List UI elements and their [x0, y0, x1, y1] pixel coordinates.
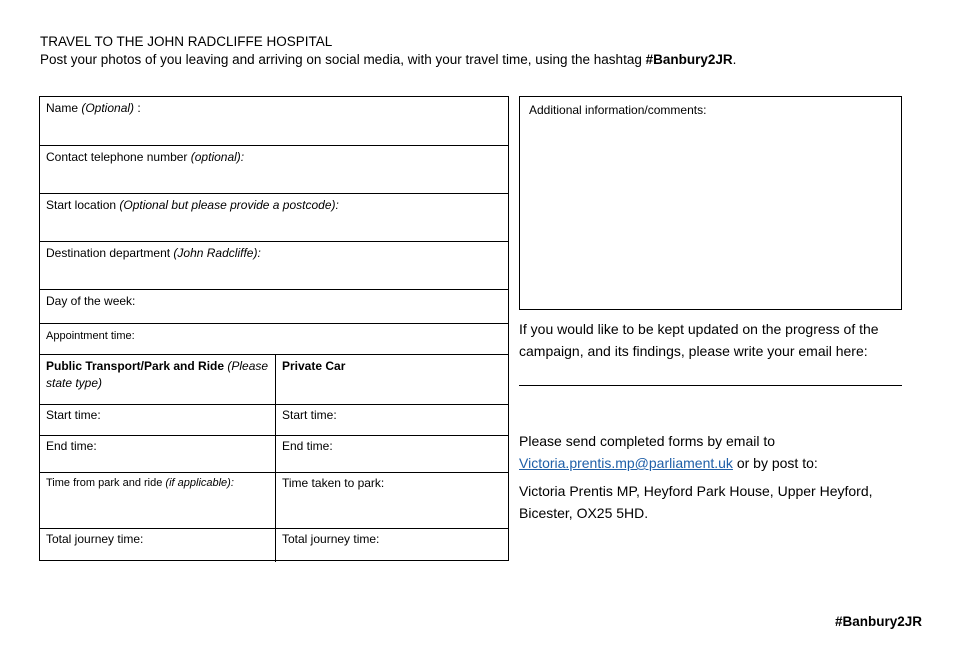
- subtitle-hashtag: #Banbury2JR: [645, 52, 733, 67]
- comments-label: Additional information/comments:: [529, 103, 707, 117]
- page-title: TRAVEL TO THE JOHN RADCLIFFE HOSPITAL: [40, 34, 333, 49]
- end-time-row: [40, 436, 508, 473]
- public-transport-header: [40, 355, 275, 404]
- appointment-field[interactable]: [40, 324, 508, 355]
- total-time-car-label: Total journey time:: [282, 532, 380, 546]
- private-car-label: Private Car: [282, 359, 346, 373]
- start-time-car-field[interactable]: [275, 405, 508, 435]
- email-write-line[interactable]: [519, 385, 902, 386]
- start-time-public-field[interactable]: [40, 405, 275, 435]
- name-field[interactable]: [40, 97, 508, 146]
- name-label: Name (Optional) :: [46, 101, 141, 115]
- subtitle-end: .: [732, 52, 737, 67]
- update-instructions: If you would like to be kept updated on the progress of the campaign, and its findings, please write your email here:: [519, 321, 879, 359]
- footer-hashtag: #Banbury2JR: [834, 614, 922, 629]
- public-transport-label: Public Transport/Park and Ride (Please state type): [46, 359, 269, 390]
- travel-form: [39, 96, 509, 561]
- destination-label: Destination department (John Radcliffe):: [46, 246, 261, 260]
- end-time-public-field[interactable]: [40, 436, 275, 472]
- end-time-car-label: End time:: [282, 439, 333, 453]
- comments-field[interactable]: [519, 96, 902, 310]
- appointment-label: Appointment time:: [46, 330, 135, 342]
- time-to-park-label: Time taken to park:: [282, 476, 385, 490]
- day-label: Day of the week:: [46, 294, 136, 308]
- park-and-ride-field[interactable]: [40, 473, 275, 528]
- total-time-public-field[interactable]: [40, 529, 275, 562]
- total-time-car-field[interactable]: [275, 529, 508, 562]
- park-time-row: [40, 473, 508, 529]
- start-location-label: Start location (Optional but please provide a postcode):: [46, 198, 339, 212]
- total-time-row: [40, 529, 508, 562]
- phone-field[interactable]: [40, 146, 508, 194]
- start-time-public-label: Start time:: [46, 408, 101, 422]
- destination-field[interactable]: [40, 242, 508, 290]
- page-subtitle: [40, 52, 736, 67]
- park-and-ride-label: Time from park and ride (if applicable):: [46, 477, 234, 489]
- subtitle-text: Post your photos of you leaving and arriving on social media, with your travel time, using the hashtag: [40, 52, 646, 67]
- postal-address: Victoria Prentis MP, Heyford Park House, Upper Heyford, Bicester, OX25 5HD.: [519, 483, 873, 521]
- total-time-public-label: Total journey time:: [46, 532, 144, 546]
- start-location-field[interactable]: [40, 194, 508, 242]
- start-time-car-label: Start time:: [282, 408, 337, 422]
- send-post: or by post to:: [732, 455, 818, 471]
- email-link[interactable]: Victoria.prentis.mp@parliament.uk: [519, 455, 733, 471]
- end-time-car-field[interactable]: [275, 436, 508, 472]
- end-time-public-label: End time:: [46, 439, 97, 453]
- send-instructions: [519, 430, 914, 474]
- time-to-park-field[interactable]: [275, 473, 508, 528]
- day-field[interactable]: [40, 290, 508, 324]
- send-intro: Please send completed forms by email to: [519, 433, 776, 449]
- transport-header-row: [40, 355, 508, 405]
- private-car-header: [275, 355, 508, 404]
- start-time-row: [40, 405, 508, 436]
- phone-label: Contact telephone number (optional):: [46, 150, 245, 164]
